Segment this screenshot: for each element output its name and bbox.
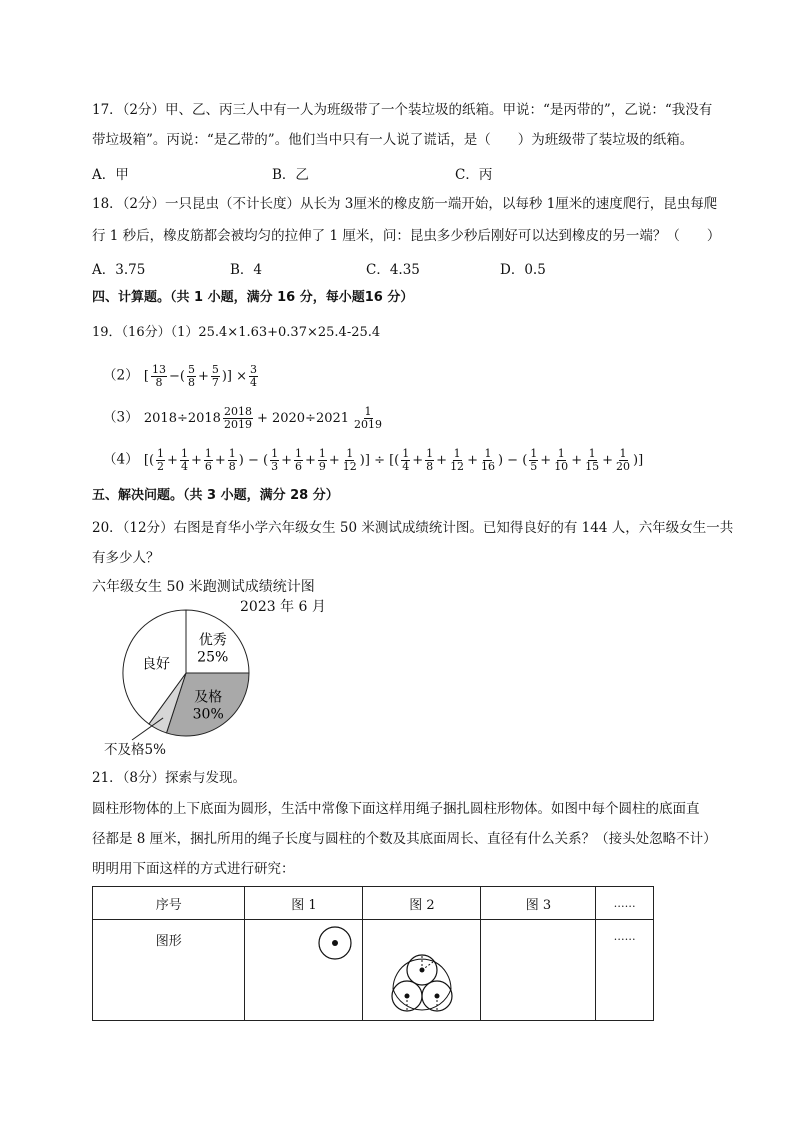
q17-option-a: A．甲 [92, 167, 129, 183]
fraction: $\frac{1}{4}$ [402, 447, 410, 473]
q19-part1: 19．（16分）（1）25.4×1.63+0.37×25.4-25.4 [92, 325, 381, 340]
fraction: $\frac{1}{3}$ [271, 447, 279, 473]
q19-part4-expression: [( $\frac{1}{2}$ + $\frac{1}{4}$ + $\frac{1}{6}$ + $\frac{1}{8}$ ) − ( $\frac{1}{3}$ + $\frac{1}{6}$ + $\frac{1}{9}$ + $\frac{1}{12}$ )] ÷ [( $\frac{1}{4}$ + $\frac{1}{8}$ + $\frac{1}{12}$ + $\frac{1}{16}$ ) − ( $\frac{1}{5}$ + $\frac{1}{10}$ + $\frac{1}{15}$ + $\frac{1}{20}$ )] [143, 447, 644, 473]
fraction: $\frac{1}{12}$ [450, 447, 465, 473]
pie-slice-percent: 30% [192, 706, 224, 723]
q21-line3: 径都是 8 厘米，捆扎所用的绳子长度与圆柱的个数及其底面周长、直径有什么关系？（接头处忽略不计） [92, 831, 717, 847]
q21-line4: 明明用下面这样的方式进行研究： [92, 861, 295, 877]
fraction: $\frac{1}{12}$ [342, 447, 357, 473]
fraction: $\frac{5}{8}$ [187, 363, 195, 389]
q18-option-a: A．3.75 [92, 262, 146, 278]
table-header: 图 2 [363, 887, 481, 920]
table-ellipsis-cell: …… [596, 920, 654, 1021]
chart-subtitle: 2023 年 6 月 [240, 599, 326, 615]
q18-option-d: D．0.5 [500, 262, 546, 278]
pie-slice-name: 良好 [142, 656, 171, 673]
table-header-row [93, 887, 654, 920]
fraction: $\frac{1}{20}$ [616, 447, 630, 473]
q17-option-b: B．乙 [272, 167, 309, 183]
pie-slice-name: 优秀 [198, 632, 227, 649]
q17-line2: 带垃圾箱”。丙说：“是乙带的”。他们当中只有一人说了谎话，是（ ）为班级带了装垃圾的纸箱。 [92, 132, 694, 148]
fraction: $\frac{1}{16}$ [480, 447, 495, 473]
three-cylinder-figure [363, 920, 480, 1016]
section-5-heading: 五、解决问题。（共 3 小题，满分 28 分） [92, 488, 339, 503]
fraction: $\frac{1}{6}$ [294, 447, 302, 473]
pie-slice-percent: 25% [197, 649, 229, 666]
figure-1-cell [245, 920, 363, 1021]
fraction: $\frac{5}{7}$ [211, 363, 219, 389]
fraction: $\frac{1}{15}$ [585, 447, 600, 473]
q19-part2: （2） [ $\frac{13}{8}$ −( $\frac{5}{8}$ + $\frac{5}{7}$ )] × $\frac{3}{4}$ [103, 363, 258, 389]
q17-option-c: C．丙 [455, 167, 493, 183]
table-header: 图 1 [245, 887, 363, 920]
pie-outside-label: 不及格5% [104, 742, 166, 758]
pie-chart [92, 600, 352, 760]
fraction: $\frac{3}{4}$ [250, 363, 258, 389]
table-header: 序号 [93, 887, 245, 920]
table-header: 图 3 [481, 887, 596, 920]
figure-3-cell [481, 920, 596, 1021]
fraction: $\frac{13}{8}$ [151, 363, 166, 389]
q19-part4 [103, 448, 644, 473]
pie-slice-name: 及格 [194, 689, 223, 706]
q19-part4-label: （4） [103, 451, 139, 468]
center-dot [332, 940, 338, 946]
q19-part2-label: （2） [103, 367, 139, 384]
q20-line1: 20．（12分）右图是育华小学六年级女生 50 米测试成绩统计图。已知得良好的有 144 人，六年级女生一共 [92, 520, 734, 536]
fraction: $\frac{1}{2}$ [157, 447, 165, 473]
fraction: $\frac{1}{4}$ [180, 447, 188, 473]
q19-part3-label: （3） [103, 409, 139, 426]
q17-line1: 17．（2分）甲、乙、丙三人中有一人为班级带了一个装垃圾的纸箱。甲说：“是丙带的”，乙说：“我没有 [92, 102, 713, 118]
fraction: $\frac{1}{10}$ [554, 447, 569, 473]
q18-line2: 行 1 秒后，橡皮筋都会被均匀的拉伸了 1 厘米，问：昆虫多少秒后刚好可以达到橡皮的另一端？（ ） [92, 228, 721, 244]
q18-line1: 18．（2分）一只昆虫（不计长度）从长为 3厘米的橡皮筋一端开始，以每秒 1厘米的速度爬行，昆虫每爬 [92, 196, 718, 212]
fraction: $\frac{1}{9}$ [318, 447, 326, 473]
q21-line2: 圆柱形物体的上下底面为圆形，生活中常像下面这样用绳子捆扎圆柱形物体。如图中每个圆柱的底面直 [92, 801, 700, 817]
q21-line1: 21．（8分）探索与发现。 [92, 770, 247, 786]
table-header: …… [596, 887, 654, 920]
fraction: $\frac{1}{8}$ [426, 447, 434, 473]
chart-title: 六年级女生 50 米跑测试成绩统计图 [92, 579, 315, 595]
one-cylinder-figure [245, 920, 362, 1016]
fraction: $\frac{2018}{2019}$ [223, 405, 252, 431]
q18-option-b: B．4 [230, 262, 263, 278]
fraction: $\frac{1}{8}$ [228, 447, 236, 473]
table-row-label: 图形 [93, 920, 245, 1021]
q20-line2: 有多少人？ [92, 550, 160, 566]
research-table [92, 886, 654, 1021]
q18-option-c: C．4.35 [366, 262, 420, 278]
fraction: $\frac{1}{2019}$ [354, 405, 383, 431]
section-4-heading: 四、计算题。（共 1 小题，满分 16 分，每小题16 分） [92, 290, 414, 305]
figure-2-cell [363, 920, 481, 1021]
q19-part3: （3） 2018÷2018 $\frac{2018}{2019}$ + 2020÷2021 $\frac{1}{2019}$ [103, 405, 383, 431]
fraction: $\frac{1}{5}$ [530, 447, 538, 473]
fraction: $\frac{1}{6}$ [204, 447, 212, 473]
table-row [93, 920, 654, 1021]
